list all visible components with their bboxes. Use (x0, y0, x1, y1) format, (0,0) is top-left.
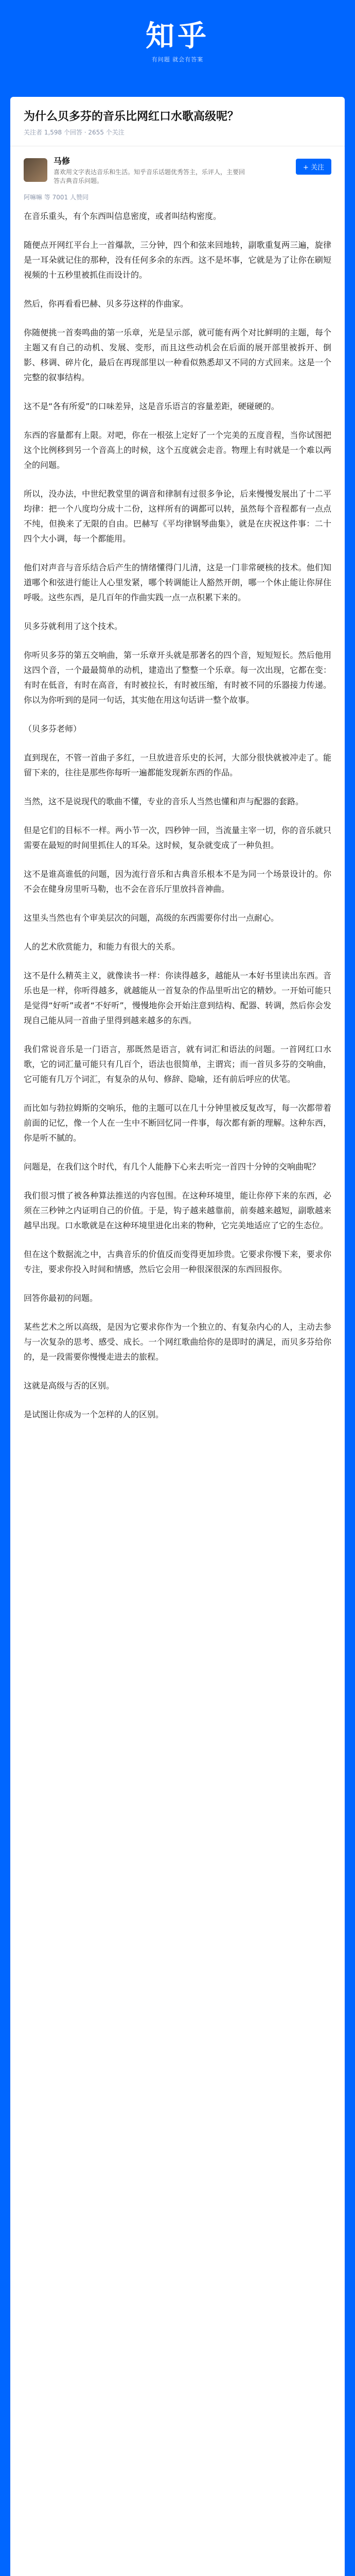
answer-paragraph: 当然，这不是说现代的歌曲不懂，专业的音乐人当然也懂和声与配器的套路。 (24, 796, 304, 806)
answer-card (10, 97, 345, 2576)
answer-paragraph: 你随便挑一首奏鸣曲的第一乐章，光是呈示部，就可能有两个对比鲜明的主题，每个主题又有自己的动机、发展、变形，而且这些动机会在后面的展开部里被拆开、倒影、移调、碎片化，最后在再现部里以一种看似熟悉却又不同的方式回来。这是一个完整的叙事结构。 (24, 328, 331, 382)
answer-paragraph: 这不是“各有所爱”的口味差异，这是音乐语言的容量差距，硬碰硬的。 (24, 401, 279, 411)
answer-paragraph: 这里头当然也有个审美层次的问题，高级的东西需要你付出一点耐心。 (24, 913, 279, 923)
answer-paragraph: 这不是什么精英主义，就像读书一样：你读得越多，越能从一本好书里读出东西。音乐也是一样，你听得越多，就越能从一首复杂的作品里听出它的精妙。一开始可能只是觉得“好听”或者“不好听”，慢慢地你会开始注意到结构、配器、转调，然后你会发现自己能从同一首曲子里得到越来越多的东西。 (24, 971, 331, 1025)
question-meta: 关注者 1,598 个回答 · 2655 个关注 (24, 129, 125, 136)
zhihu-logo: 知乎 (146, 20, 209, 53)
answer-paragraph: 东西的容量都有上限。对吧，你在一根弦上定好了一个完美的五度音程，当你试图把这个比例移到另一个音高上的时候，这个五度就会走音。物理上有时就是一个难以两全的问题。 (24, 430, 331, 470)
voters-count: 阿嘛嘛 等 7001 人赞同 (24, 194, 88, 201)
app-header (0, 0, 355, 86)
answer-paragraph: 这就是高级与否的区别。 (24, 1381, 115, 1391)
author-name[interactable]: 马修 (54, 156, 70, 166)
answer-paragraph: 直到现在，不管一首曲子多红，一旦放进音乐史的长河，大部分很快就被冲走了。能留下来的，往往是那些你每听一遍都能发现新东西的作品。 (24, 753, 331, 777)
answer-paragraph: 问题是，在我们这个时代，有几个人能静下心来去听完一首四十分钟的交响曲呢？ (24, 1162, 321, 1172)
author-block (10, 146, 345, 193)
answer-paragraph: 然后，你再看看巴赫、贝多芬这样的作曲家。 (24, 299, 189, 309)
question-title[interactable]: 为什么贝多芬的音乐比网红口水歌高级呢？ (24, 110, 239, 123)
answer-paragraph: 所以，没办法，中世纪教堂里的调音和律制有过很多争论，后来慢慢发展出了十二平均律：把一个八度均分成十二份，这样所有的调都可以转，虽然每个音程都有一点点不纯，但换来了无限的自由。巴赫写《平均律钢琴曲集》，就是在庆祝这件事：二十四个大小调，每一个都能用。 (24, 489, 331, 544)
answer-paragraph: 我们常说音乐是一门语言，那既然是语言，就有词汇和语法的问题。一首网红口水歌，它的词汇量可能只有几百个，语法也很简单，主谓宾；而一首贝多芬的交响曲，它可能有几万个词汇，有复杂的从句、修辞、隐喻，还有前后呼应的伏笔。 (24, 1044, 331, 1084)
answer-paragraph: 我们很习惯了被各种算法推送的内容包围。在这种环境里，能让你停下来的东西，必须在三秒钟之内证明自己的价值。于是，钩子越来越靠前，前奏越来越短，副歌越来越早出现。口水歌就是在这种环境里进化出来的物种，它完美地适应了它的生态位。 (24, 1191, 331, 1230)
answer-paragraph: 而比如与勃拉姆斯的交响乐，他的主题可以在几十分钟里被反复改写，每一次都带着前面的记忆，像一个人在一生中不断回忆同一件事，每次都有新的理解。这种东西，你是听不腻的。 (24, 1103, 331, 1143)
answer-paragraph: 回答你最初的问题。 (24, 1293, 98, 1303)
avatar[interactable] (24, 158, 47, 182)
answer-paragraph: 在音乐重头，有个东西叫信息密度，或者叫结构密度。 (24, 211, 222, 221)
answer-paragraph: 随便点开网红平台上一首爆款，三分钟，四个和弦来回地转，副歌重复两三遍，旋律是一耳朵就记住的那种，没有任何多余的东西。这不是坏事，它就是为了让你在刷短视频的十五秒里被抓住而设计的。 (24, 240, 331, 280)
answer-paragraph: 是试图让你成为一个怎样的人的区别。 (24, 1410, 164, 1419)
answer-paragraph: 某些艺术之所以高级，是因为它要求你作为一个独立的、有复杂内心的人，主动去参与一次复杂的思考、感受、成长。一个网红歌曲给你的是即时的满足，而贝多芬给你的，是一段需要你慢慢走进去的旅程。 (24, 1322, 331, 1362)
author-bio: 喜欢用文字表达音乐和生活。知乎音乐话题优秀答主，乐评人，主要回答古典音乐问题。 (54, 168, 245, 184)
answer-paragraph: 但在这个数据流之中，古典音乐的价值反而变得更加珍贵。它要求你慢下来，要求你专注，要求你投入时间和情感，然后它会用一种很深很深的东西回报你。 (24, 1249, 331, 1274)
answer-paragraph: 但是它们的目标不一样。两小节一次，四秒钟一回，当流量主宰一切，你的音乐就只需要在最短的时间里抓住人的耳朵。这时候，复杂就变成了一种负担。 (24, 825, 331, 850)
answer-content (10, 201, 345, 1422)
answer-paragraph: 这不是谁高谁低的问题，因为流行音乐和古典音乐根本不是为同一个场景设计的。你不会在健身房里听马勒，也不会在音乐厅里放抖音神曲。 (24, 869, 331, 894)
answer-paragraph: （贝多芬老师） (24, 724, 82, 734)
header-tagline: 有问题 就会有答案 (151, 56, 204, 63)
follow-button[interactable]: + 关注 (296, 159, 331, 175)
answer-paragraph: 他们对声音与音乐结合后产生的情绪懂得门儿清，这是一门非常硬核的技术。他们知道哪个和弦进行能让人心里发紧，哪个转调能让人豁然开朗，哪一个休止能让你屏住呼吸。这些东西，是几百年的作曲实践一点一点积累下来的。 (24, 563, 331, 602)
author-info (54, 155, 331, 185)
answer-paragraph: 人的艺术欣赏能力，和能力有很大的关系。 (24, 942, 181, 952)
answer-paragraph: 你听贝多芬的第五交响曲，第一乐章开头就是那著名的四个音，短短短长。然后他用这四个音，一个最最简单的动机，建造出了整整一个乐章。每一次出现，它都在变：有时在低音，有时在高音，有时被拉长，有时被压缩，有时被不同的乐器接力传递。你以为你听到的是同一句话，其实他在用这句话讲一整个故事。 (24, 650, 331, 705)
answer-paragraph: 贝多芬就利用了这个技术。 (24, 621, 123, 631)
